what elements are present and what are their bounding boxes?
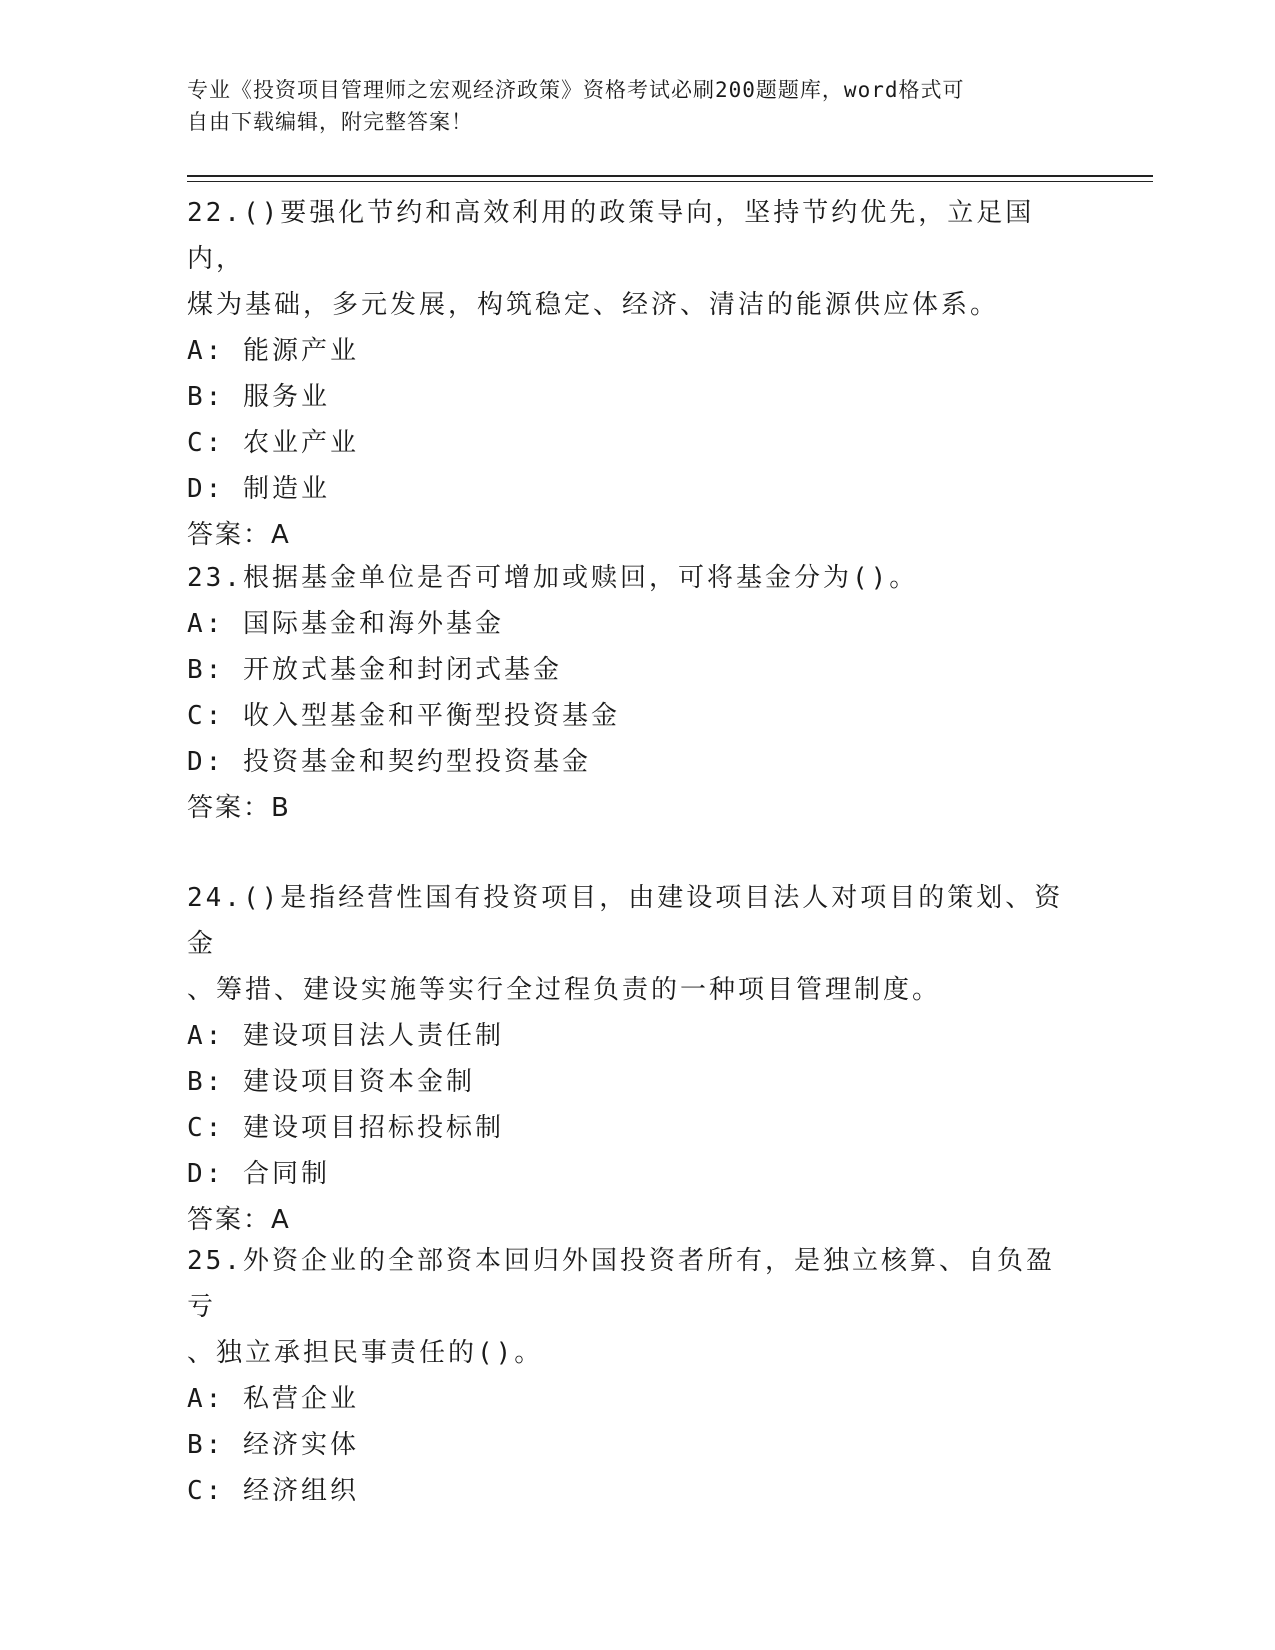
option-d: D: 制造业 <box>187 474 330 504</box>
document-header <box>187 74 1067 138</box>
question-stem: 22.()要强化节约和高效利用的政策导向，坚持节约优先，立足国内， <box>187 198 1035 274</box>
header-divider-thin <box>187 181 1153 182</box>
option-b: B: 开放式基金和封闭式基金 <box>187 655 562 685</box>
question-stem: 23.根据基金单位是否可增加或赎回，可将基金分为()。 <box>187 563 919 593</box>
question-stem-cont: 、独立承担民事责任的()。 <box>187 1338 544 1368</box>
option-a: A: 国际基金和海外基金 <box>187 609 504 639</box>
answer: 答案：A <box>187 520 291 550</box>
option-c: C: 经济组织 <box>187 1476 359 1506</box>
option-d: D: 合同制 <box>187 1159 330 1189</box>
answer: 答案：A <box>187 1205 291 1235</box>
option-c: C: 收入型基金和平衡型投资基金 <box>187 701 620 731</box>
question-25 <box>187 1238 1067 1514</box>
answer: 答案：B <box>187 793 291 823</box>
question-stem-cont: 、筹措、建设实施等实行全过程负责的一种项目管理制度。 <box>187 975 942 1005</box>
option-d: D: 投资基金和契约型投资基金 <box>187 747 591 777</box>
header-line-1: 专业《投资项目管理师之宏观经济政策》资格考试必刷200题题库，word格式可 <box>187 78 965 102</box>
option-c: C: 农业产业 <box>187 428 359 458</box>
option-b: B: 建设项目资本金制 <box>187 1067 475 1097</box>
question-stem: 24.()是指经营性国有投资项目，由建设项目法人对项目的策划、资金 <box>187 883 1064 959</box>
option-b: B: 服务业 <box>187 382 330 412</box>
question-24 <box>187 875 1067 1243</box>
header-divider-thick <box>187 175 1153 177</box>
option-b: B: 经济实体 <box>187 1430 359 1460</box>
option-c: C: 建设项目招标投标制 <box>187 1113 504 1143</box>
question-22 <box>187 190 1067 558</box>
question-23 <box>187 555 1067 831</box>
option-a: A: 能源产业 <box>187 336 359 366</box>
option-a: A: 私营企业 <box>187 1384 359 1414</box>
question-stem-cont: 煤为基础，多元发展，构筑稳定、经济、清洁的能源供应体系。 <box>187 290 1000 320</box>
header-line-2: 自由下载编辑，附完整答案！ <box>187 110 473 134</box>
question-stem: 25.外资企业的全部资本回归外国投资者所有，是独立核算、自负盈亏 <box>187 1246 1055 1322</box>
option-a: A: 建设项目法人责任制 <box>187 1021 504 1051</box>
